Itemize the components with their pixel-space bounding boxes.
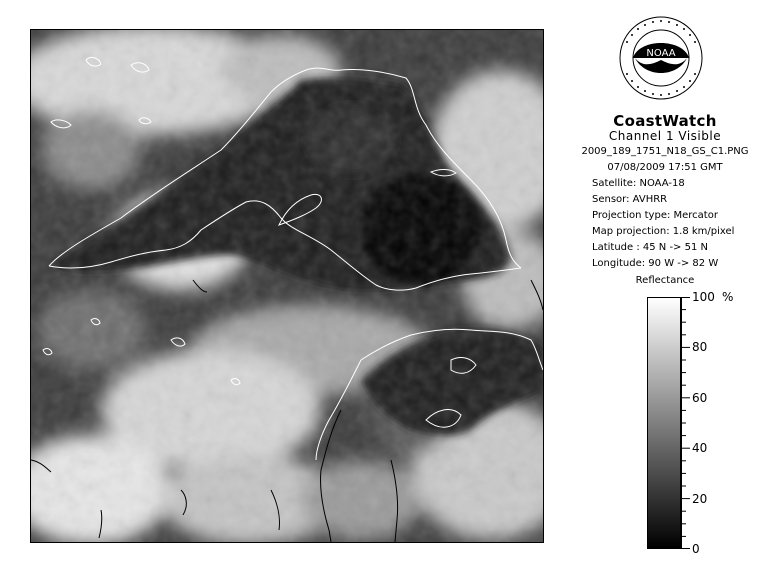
colorbar-tick-label: 100: [692, 290, 715, 304]
latitude-info: Latitude : 45 N -> 51 N: [592, 242, 708, 253]
sensor-info: Sensor: AVHRR: [592, 194, 668, 205]
page-title: CoastWatch: [613, 112, 717, 130]
map-projection-info: Map projection: 1.8 km/pixel: [592, 226, 735, 237]
colorbar-tick-label: 80: [692, 340, 708, 355]
colorbar: [647, 297, 681, 549]
colorbar-tick-label: 20: [692, 491, 708, 506]
colorbar-tick-label: 0: [692, 542, 700, 556]
satellite-image: [30, 29, 544, 543]
noaa-logo: [619, 16, 703, 100]
projection-type-info: Projection type: Mercator: [592, 210, 718, 221]
channel-label: Channel 1 Visible: [608, 129, 722, 143]
colorbar-tick-label: 40: [692, 441, 708, 456]
filename-label: 2009_189_1751_N18_GS_C1.PNG: [581, 146, 749, 157]
colorbar-unit: %: [722, 290, 734, 304]
colorbar-label: Reflectance: [635, 275, 695, 286]
colorbar-tick-label: 60: [692, 390, 708, 405]
datetime-label: 07/08/2009 17:51 GMT: [607, 162, 723, 173]
satellite-image-svg: [31, 30, 543, 542]
satellite-info: Satellite: NOAA-18: [592, 178, 685, 189]
colorbar-ticks: [681, 297, 693, 549]
noaa-seal-icon: [619, 16, 703, 100]
longitude-info: Longitude: 90 W -> 82 W: [592, 258, 719, 269]
image-texture: [31, 30, 543, 542]
noaa-logo-text: NOAA: [646, 48, 676, 59]
